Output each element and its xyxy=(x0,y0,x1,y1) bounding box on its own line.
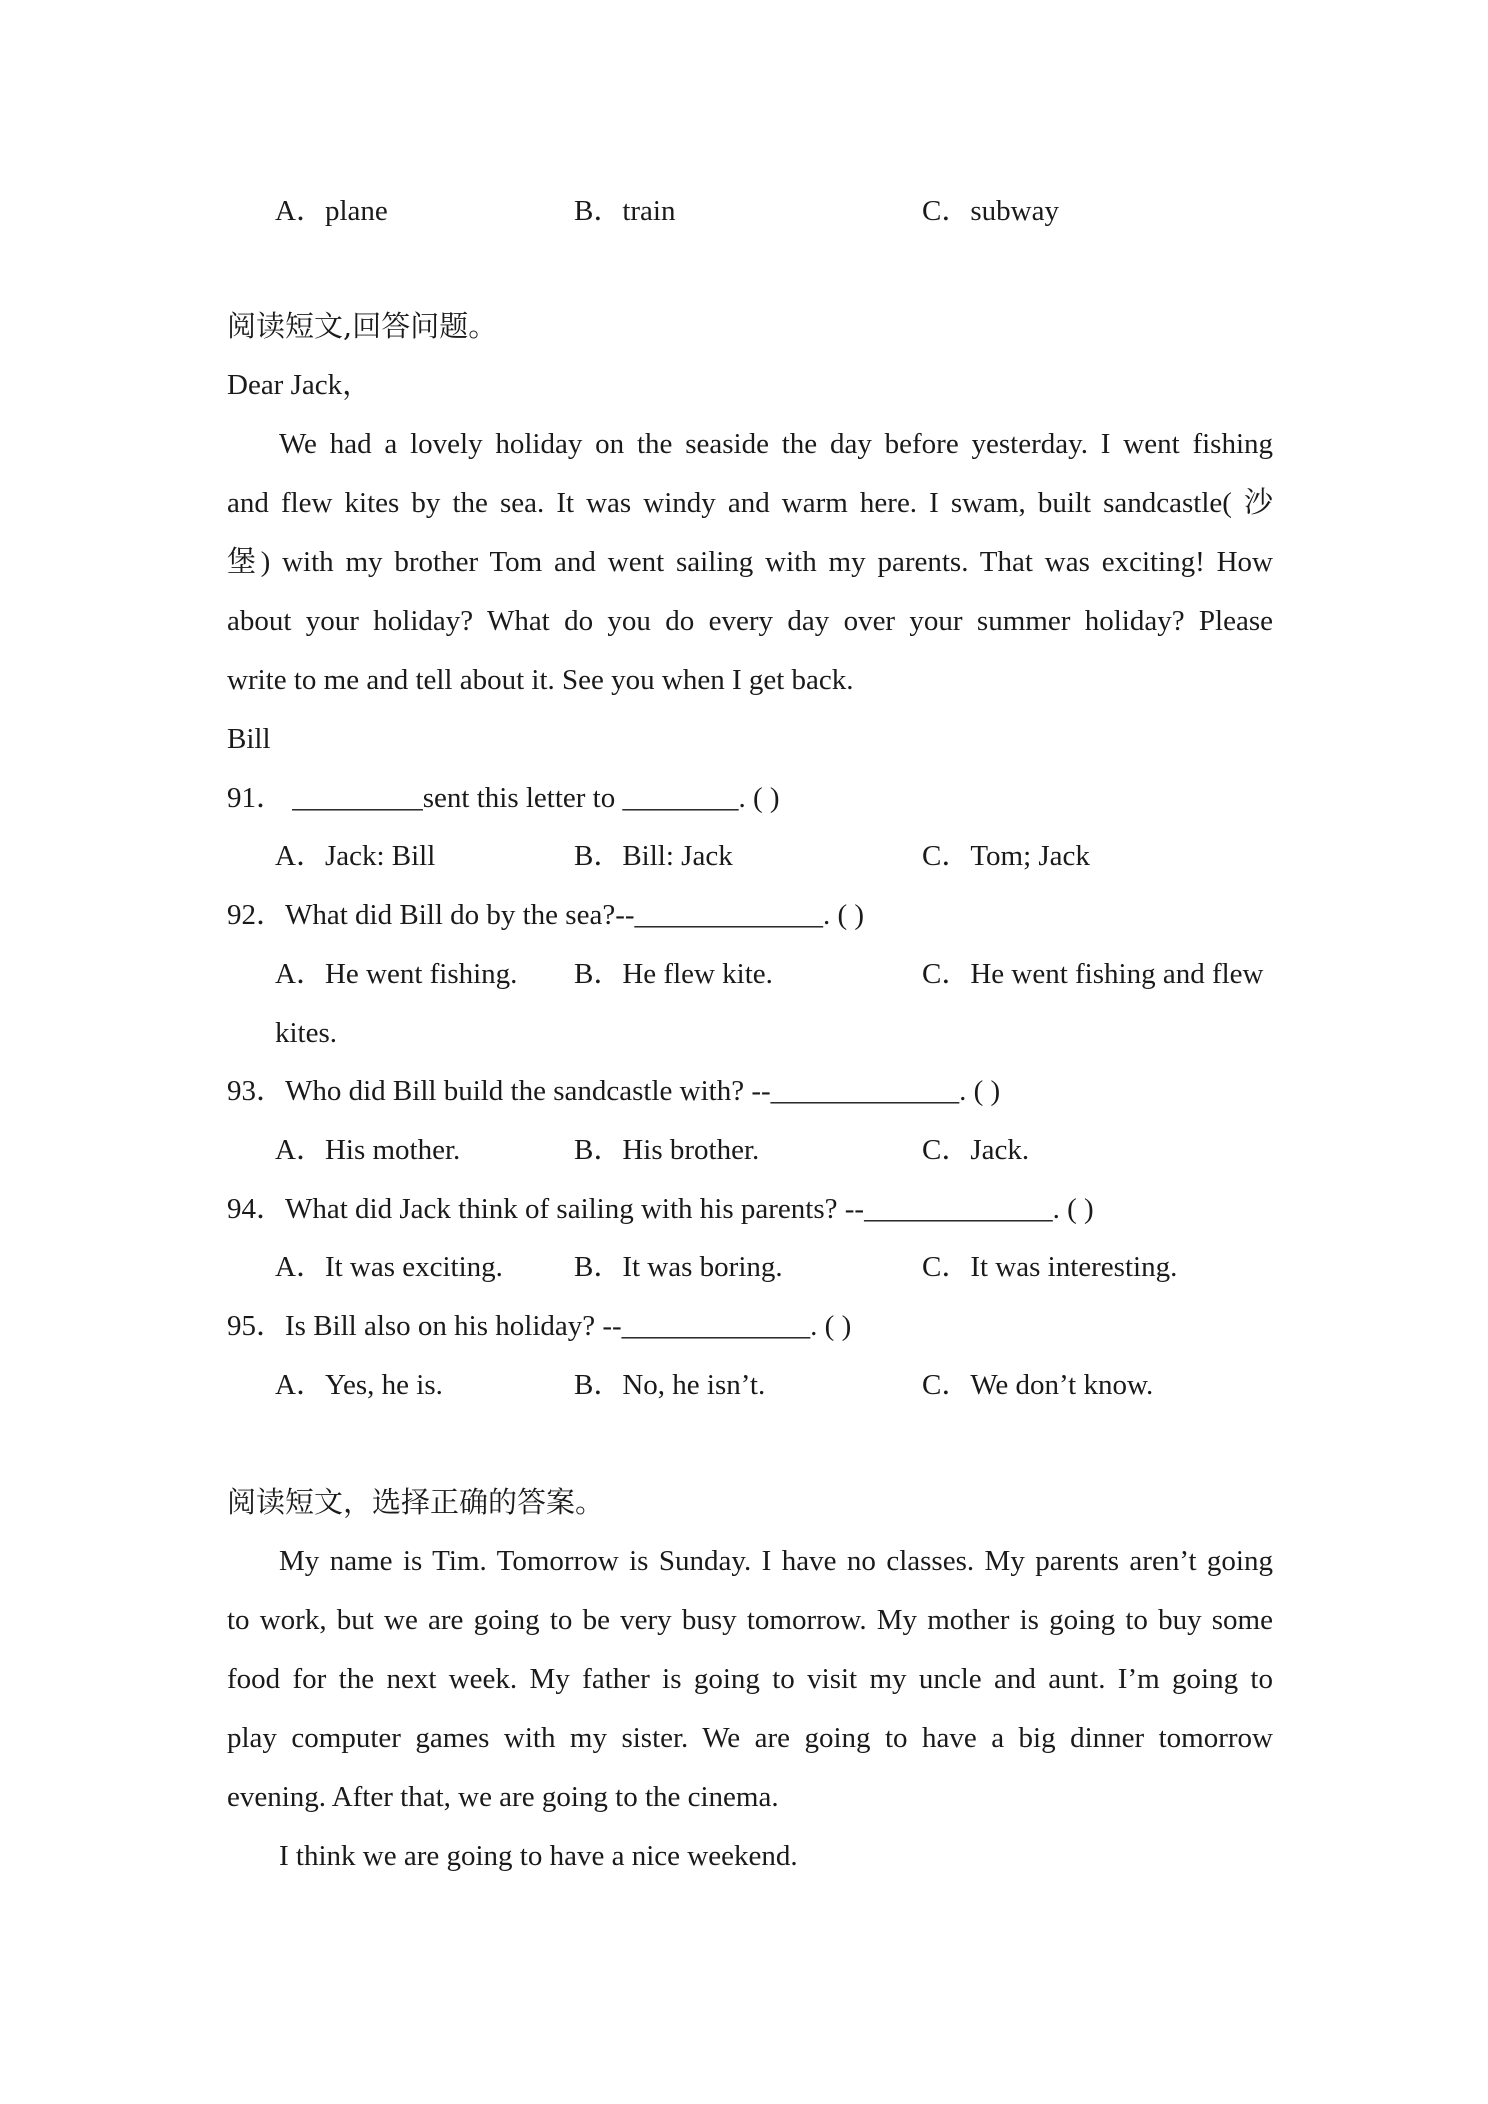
passage2-line-5: evening. After that, we are going to the cinema. xyxy=(227,1781,779,1813)
question-93-stem: 93．Who did Bill build the sandcastle with? --_____________. ( ) xyxy=(227,1075,1001,1107)
prev-option-a: A．plane xyxy=(275,195,388,227)
question-91-stem: 91． _________sent this letter to ________. ( ) xyxy=(227,782,780,814)
question-95-stem: 95．Is Bill also on his holiday? --_____________. ( ) xyxy=(227,1310,852,1342)
passage1-line-1: We had a lovely holiday on the seaside the day before yesterday. I went fishing xyxy=(279,428,1273,460)
passage2-line-3: food for the next week. My father is going to visit my uncle and aunt. I’m going to xyxy=(227,1663,1273,1695)
question-92-option-c-continued: kites. xyxy=(275,1017,338,1049)
passage2-line-4: play computer games with my sister. We are going to have a big dinner tomorrow xyxy=(227,1722,1273,1754)
question-91-option-a[interactable]: A．Jack: Bill xyxy=(275,840,436,872)
question-91-option-b[interactable]: B．Bill: Jack xyxy=(574,840,733,872)
passage1-instruction: 阅读短文,回答问题。 xyxy=(227,309,498,343)
question-92-option-c[interactable]: C．He went fishing and flew xyxy=(922,958,1264,990)
question-95-option-c[interactable]: C．We don’t know. xyxy=(922,1369,1154,1401)
question-93-option-a[interactable]: A．His mother. xyxy=(275,1134,461,1166)
question-95-option-b[interactable]: B．No, he isn’t. xyxy=(574,1369,766,1401)
passage2-instruction: 阅读短文，选择正确的答案。 xyxy=(227,1485,605,1519)
question-93-option-b[interactable]: B．His brother. xyxy=(574,1134,760,1166)
letter-greeting: Dear Jack， xyxy=(227,369,372,401)
letter-signature: Bill xyxy=(227,723,271,755)
question-92-option-a[interactable]: A．He went fishing. xyxy=(275,958,518,990)
question-92-stem: 92．What did Bill do by the sea?--_____________. ( ) xyxy=(227,899,865,931)
question-93-option-c[interactable]: C．Jack. xyxy=(922,1134,1030,1166)
prev-option-b: B．train xyxy=(574,195,676,227)
passage1-line-2: and flew kites by the sea. It was windy and warm here. I swam, built sandcastle( 沙 xyxy=(227,487,1273,519)
question-95-option-a[interactable]: A．Yes, he is. xyxy=(275,1369,443,1401)
passage1-line-5: write to me and tell about it. See you when I get back. xyxy=(227,664,854,696)
question-94-stem: 94．What did Jack think of sailing with his parents? --_____________. ( ) xyxy=(227,1193,1094,1225)
prev-option-c: C．subway xyxy=(922,195,1059,227)
passage2-closing: I think we are going to have a nice weekend. xyxy=(279,1840,798,1872)
passage2-line-1: My name is Tim. Tomorrow is Sunday. I have no classes. My parents aren’t going xyxy=(279,1545,1273,1577)
passage1-line-3: 堡) with my brother Tom and went sailing with my parents. That was exciting! How xyxy=(227,546,1273,578)
passage2-line-2: to work, but we are going to be very busy tomorrow. My mother is going to buy some xyxy=(227,1604,1273,1636)
question-94-option-a[interactable]: A．It was exciting. xyxy=(275,1251,503,1283)
passage1-line-4: about your holiday? What do you do every day over your summer holiday? Please xyxy=(227,605,1273,637)
question-94-option-b[interactable]: B．It was boring. xyxy=(574,1251,783,1283)
question-91-option-c[interactable]: C．Tom; Jack xyxy=(922,840,1090,872)
question-94-option-c[interactable]: C．It was interesting. xyxy=(922,1251,1178,1283)
question-92-option-b[interactable]: B．He flew kite. xyxy=(574,958,773,990)
